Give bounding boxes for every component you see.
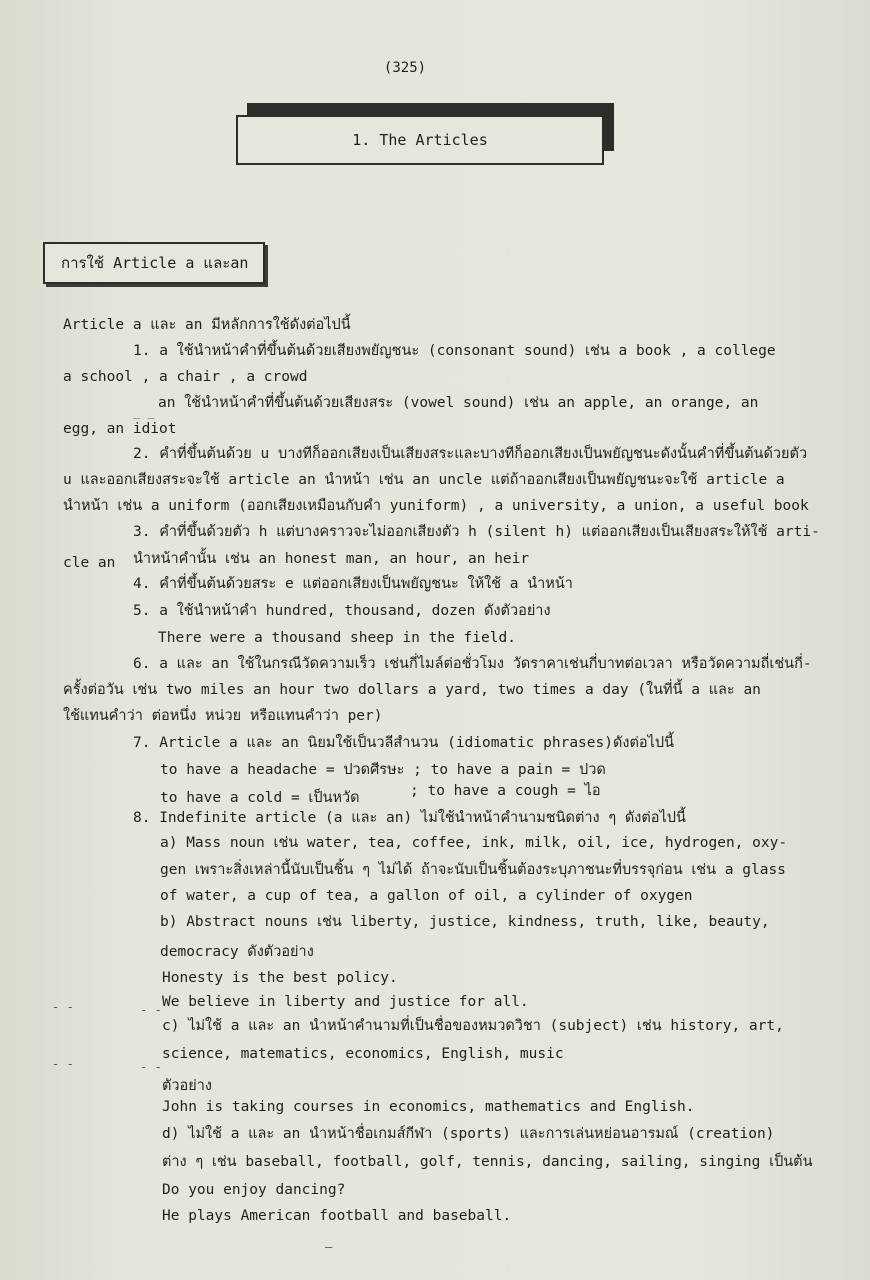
text-line: Do you enjoy dancing?	[162, 1182, 346, 1198]
margin-dash: - -	[140, 1060, 162, 1074]
text-line: 2. คำที่ขึ้นต้นด้วย u บางทีก็ออกเสียงเป็นเสียงสระและบางทีก็ออกเสียงเป็นพยัญชนะดังนั้นคำที่ขึ้นต้นด้วยตัว	[133, 446, 808, 462]
text-line: We believe in liberty and justice for all.	[162, 994, 529, 1010]
text-line: 4. คำที่ขึ้นต้นด้วยสระ e แต่ออกเสียงเป็นพยัญชนะ ให้ใช้ a นำหน้า	[133, 576, 573, 592]
chapter-title: 1. The Articles	[352, 131, 488, 149]
chapter-title-box	[236, 115, 604, 165]
text-line: of water, a cup of tea, a gallon of oil, a cylinder of oxygen	[160, 888, 693, 904]
text-line: 1. a ใช้นำหน้าคำที่ขึ้นต้นด้วยเสียงพยัญชนะ (consonant sound) เช่น a book , a college	[133, 343, 776, 359]
text-line: นำหน้าคำนั้น เช่น an honest man, an hour, an heir	[133, 551, 530, 567]
text-line: egg, an idiot	[63, 421, 177, 437]
text-line: democracy ดังตัวอย่าง	[160, 944, 314, 960]
text-line: ต่าง ๆ เช่น baseball, football, golf, tennis, dancing, sailing, singing เป็นต้น	[162, 1154, 813, 1170]
text-line: b) Abstract nouns เช่น liberty, justice, kindness, truth, like, beauty,	[160, 914, 770, 930]
text-line: 7. Article a และ an นิยมใช้เป็นวลีสำนวน (idiomatic phrases)ดังต่อไปนี้	[133, 735, 674, 751]
text-line: นำหน้า เช่น a uniform (ออกเสียงเหมือนกับคำ yuniform) , a university, a union, a useful book	[63, 498, 809, 514]
text-line: gen เพราะสิ่งเหล่านี้นับเป็นชิ้น ๆ ไม่ได้ ถ้าจะนับเป็นชิ้นต้องระบุภาชนะที่บรรจุก่อน เช่น a glass	[160, 862, 786, 878]
text-line: ; to have a cough = ไอ	[410, 783, 601, 799]
margin-dash: - -	[52, 1057, 74, 1071]
text-line: 8. Indefinite article (a และ an) ไม่ใช้นำหน้าคำนามชนิดต่าง ๆ ดังต่อไปนี้	[133, 810, 686, 826]
text-line: ใช้แทนคำว่า ต่อหนึ่ง หน่วย หรือแทนคำว่า per)	[63, 708, 383, 724]
margin-dash: —	[325, 1240, 333, 1254]
text-line: Honesty is the best policy.	[162, 970, 398, 986]
margin-dash: - -	[52, 1000, 74, 1014]
text-line: 5. a ใช้นำหน้าคำ hundred, thousand, dozen ดังตัวอย่าง	[133, 603, 551, 619]
text-line: John is taking courses in economics, mathematics and English.	[162, 1099, 695, 1115]
page-number: (325)	[383, 60, 427, 76]
text-line: to have a headache = ปวดศีรษะ ; to have a pain = ปวด	[160, 762, 606, 778]
text-line: c) ไม่ใช้ a และ an นำหน้าคำนามที่เป็นชื่อของหมวดวิชา (subject) เช่น history, art,	[162, 1018, 784, 1034]
text-line: u และออกเสียงสระจะใช้ article an นำหน้า เช่น an uncle แต่ถ้าออกเสียงเป็นพยัญชนะจะใช้ article a	[63, 472, 785, 488]
text-line: There were a thousand sheep in the field.	[158, 630, 516, 646]
margin-dash: _ _	[133, 405, 155, 419]
text-line: cle an	[63, 555, 116, 571]
text-line: a school , a chair , a crowd	[63, 369, 308, 385]
text-line: 3. คำที่ขึ้นด้วยตัว h แต่บางคราวจะไม่ออกเสียงตัว h (silent h) แต่ออกเสียงเป็นเสียงสระให้ใช้ arti-	[133, 524, 820, 540]
text-line: a) Mass noun เช่น water, tea, coffee, ink, milk, oil, ice, hydrogen, oxy-	[160, 835, 788, 851]
margin-dash: - -	[140, 1003, 162, 1017]
text-line: ตัวอย่าง	[162, 1078, 212, 1094]
text-line: to have a cold = เป็นหวัด	[160, 790, 360, 806]
text-line: Article a และ an มีหลักการใช้ดังต่อไปนี้	[63, 317, 351, 333]
text-line: d) ไม่ใช้ a และ an นำหน้าชื่อเกมส์กีฬา (sports) และการเล่นหย่อนอารมณ์ (creation)	[162, 1126, 775, 1142]
text-line: ครั้งต่อวัน เช่น two miles an hour two dollars a yard, two times a day (ในที่นี้ a และ an	[63, 682, 761, 698]
text-line: He plays American football and baseball.	[162, 1208, 512, 1224]
section-heading: การใช้ Article a และan	[61, 254, 249, 272]
text-line: an ใช้นำหน้าคำที่ขึ้นต้นด้วยเสียงสระ (vowel sound) เช่น an apple, an orange, an	[158, 395, 759, 411]
text-line: 6. a และ an ใช้ในกรณีวัดความเร็ว เช่นกี่ไมล์ต่อชั่วโมง วัดราคาเช่นกี่บาทต่อเวลา หรือวัดความถี่เช่นกี่-	[133, 656, 812, 672]
text-line: science, matematics, economics, English, music	[162, 1046, 564, 1062]
section-heading-box	[43, 242, 265, 284]
